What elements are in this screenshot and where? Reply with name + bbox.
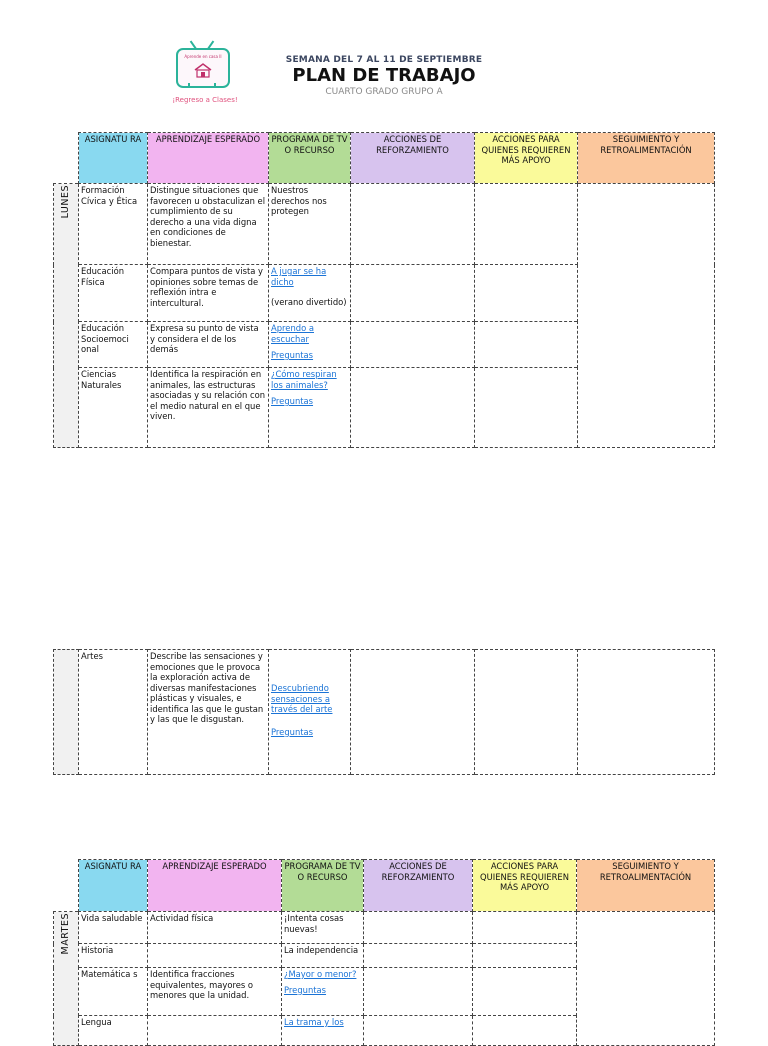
reinforcement-cell <box>364 968 473 1016</box>
tuesday-table <box>53 859 715 1046</box>
followup-cell <box>577 912 715 1046</box>
questions-link[interactable]: Preguntas <box>271 350 314 360</box>
support-cell <box>473 912 577 944</box>
monday-continuation-table <box>53 649 715 775</box>
col-header-followup: SEGUIMIENTO Y RETROALIMENTACIÓN <box>578 133 715 184</box>
support-cell <box>473 1016 577 1046</box>
questions-link[interactable]: Preguntas <box>271 726 314 737</box>
subject-cell: Educación Física <box>79 265 148 322</box>
corner-cell <box>54 860 79 912</box>
col-header-program: PROGRAMA DE TV O RECURSO <box>269 133 351 184</box>
reinforcement-cell <box>351 368 475 448</box>
subject-cell: Matemática s <box>79 968 148 1016</box>
col-header-learning: APRENDIZAJE ESPERADO <box>148 133 269 184</box>
program-cell <box>282 968 364 1016</box>
support-cell <box>473 968 577 1016</box>
subject-cell: Historia <box>79 944 148 968</box>
support-cell <box>475 322 578 368</box>
support-cell <box>473 944 577 968</box>
subject-cell: Educación Socioemoci onal <box>79 322 148 368</box>
support-cell <box>475 650 578 775</box>
document-header <box>270 55 498 97</box>
followup-cell <box>578 184 715 448</box>
learning-cell <box>148 1016 282 1046</box>
support-cell <box>475 265 578 322</box>
reinforcement-cell <box>364 944 473 968</box>
col-header-learning: APRENDIZAJE ESPERADO <box>148 860 282 912</box>
day-label: MARTES <box>59 913 71 955</box>
col-header-subject: ASIGNATU RA <box>79 860 148 912</box>
program-cell <box>269 265 351 322</box>
learning-cell: Actividad física <box>148 912 282 944</box>
program-link[interactable]: Descubriendo sensaciones a través del arte <box>271 683 333 714</box>
learning-cell: Describe las sensaciones y emociones que le provoca la exploración activa de diversas manifestaciones plásticas y visuales, e identifica las que le gustan y las que le disgustan. <box>148 650 269 775</box>
learning-cell <box>148 944 282 968</box>
program-link[interactable]: ¿Cómo respiran los animales? <box>271 369 337 390</box>
questions-link[interactable]: Preguntas <box>271 396 314 406</box>
reinforcement-cell <box>364 912 473 944</box>
support-cell <box>475 184 578 265</box>
tv-foot-left <box>188 83 190 88</box>
page-title: PLAN DE TRABAJO <box>292 65 476 86</box>
col-header-subject: ASIGNATU RA <box>79 133 148 184</box>
col-header-followup: SEGUIMIENTO Y RETROALIMENTACIÓN <box>577 860 715 912</box>
col-header-program: PROGRAMA DE TV O RECURSO <box>282 860 364 912</box>
subject-cell: Ciencias Naturales <box>79 368 148 448</box>
day-label: LUNES <box>59 185 71 219</box>
subject-cell: Lengua <box>79 1016 148 1046</box>
learning-cell: Identifica la respiración en animales, las estructuras asociadas y su relación con el medio natural en el que viven. <box>148 368 269 448</box>
corner-cell <box>54 133 79 184</box>
learning-cell: Expresa su punto de vista y considera el de los demás <box>148 322 269 368</box>
program-cell <box>282 1016 364 1046</box>
program-cell <box>269 368 351 448</box>
reinforcement-cell <box>351 322 475 368</box>
col-header-support: ACCIONES PARA QUIENES REQUIEREN MÁS APOYO <box>473 860 577 912</box>
program-cell: ¡Intenta cosas nuevas! <box>282 912 364 944</box>
tv-icon <box>176 48 230 88</box>
day-label-cell <box>54 912 79 1046</box>
reinforcement-cell <box>351 265 475 322</box>
program-link[interactable]: Aprendo a escuchar <box>271 323 314 344</box>
program-cell: La independencia <box>282 944 364 968</box>
col-header-reinforcement: ACCIONES DE REFORZAMIENTO <box>351 133 475 184</box>
col-header-support: ACCIONES PARA QUIENES REQUIEREN MÁS APOYO <box>475 133 578 184</box>
learning-cell: Identifica fracciones equivalentes, mayores o menores que la unidad. <box>148 968 282 1016</box>
logo-subtitle: ¡Regreso a Clases! <box>172 96 238 104</box>
grade-label: CUARTO GRADO GRUPO A <box>325 87 443 97</box>
aprende-en-casa-logo <box>166 40 244 108</box>
subject-cell: Formación Cívica y Ética <box>79 184 148 265</box>
program-link[interactable]: A jugar se ha dicho <box>271 266 327 287</box>
program-link[interactable]: La trama y los <box>284 1017 344 1027</box>
followup-cell <box>578 650 715 775</box>
day-label-cell <box>54 650 79 775</box>
program-link[interactable]: ¿Mayor o menor? <box>284 969 357 979</box>
reinforcement-cell <box>351 650 475 775</box>
monday-table <box>53 132 715 448</box>
logo-tv-text: Aprende en casa II <box>184 54 222 59</box>
tv-foot-right <box>214 83 216 88</box>
program-cell <box>269 650 351 775</box>
subject-cell: Vida saludable <box>79 912 148 944</box>
house-icon <box>193 62 213 78</box>
questions-link[interactable]: Preguntas <box>284 984 327 995</box>
reinforcement-cell <box>351 184 475 265</box>
day-label-cell <box>54 184 79 448</box>
col-header-reinforcement: ACCIONES DE REFORZAMIENTO <box>364 860 473 912</box>
learning-cell: Compara puntos de vista y opiniones sobre temas de reflexión intra e intercultural. <box>148 265 269 322</box>
program-cell <box>269 322 351 368</box>
program-note: (verano divertido) <box>271 297 347 307</box>
support-cell <box>475 368 578 448</box>
learning-cell: Distingue situaciones que favorecen u obstaculizan el cumplimiento de su derecho a una vida digna en condiciones de bienestar. <box>148 184 269 265</box>
subject-cell: Artes <box>79 650 148 775</box>
program-cell: Nuestros derechos nos protegen <box>269 184 351 265</box>
week-label: SEMANA DEL 7 AL 11 DE SEPTIEMBRE <box>285 55 483 65</box>
reinforcement-cell <box>364 1016 473 1046</box>
